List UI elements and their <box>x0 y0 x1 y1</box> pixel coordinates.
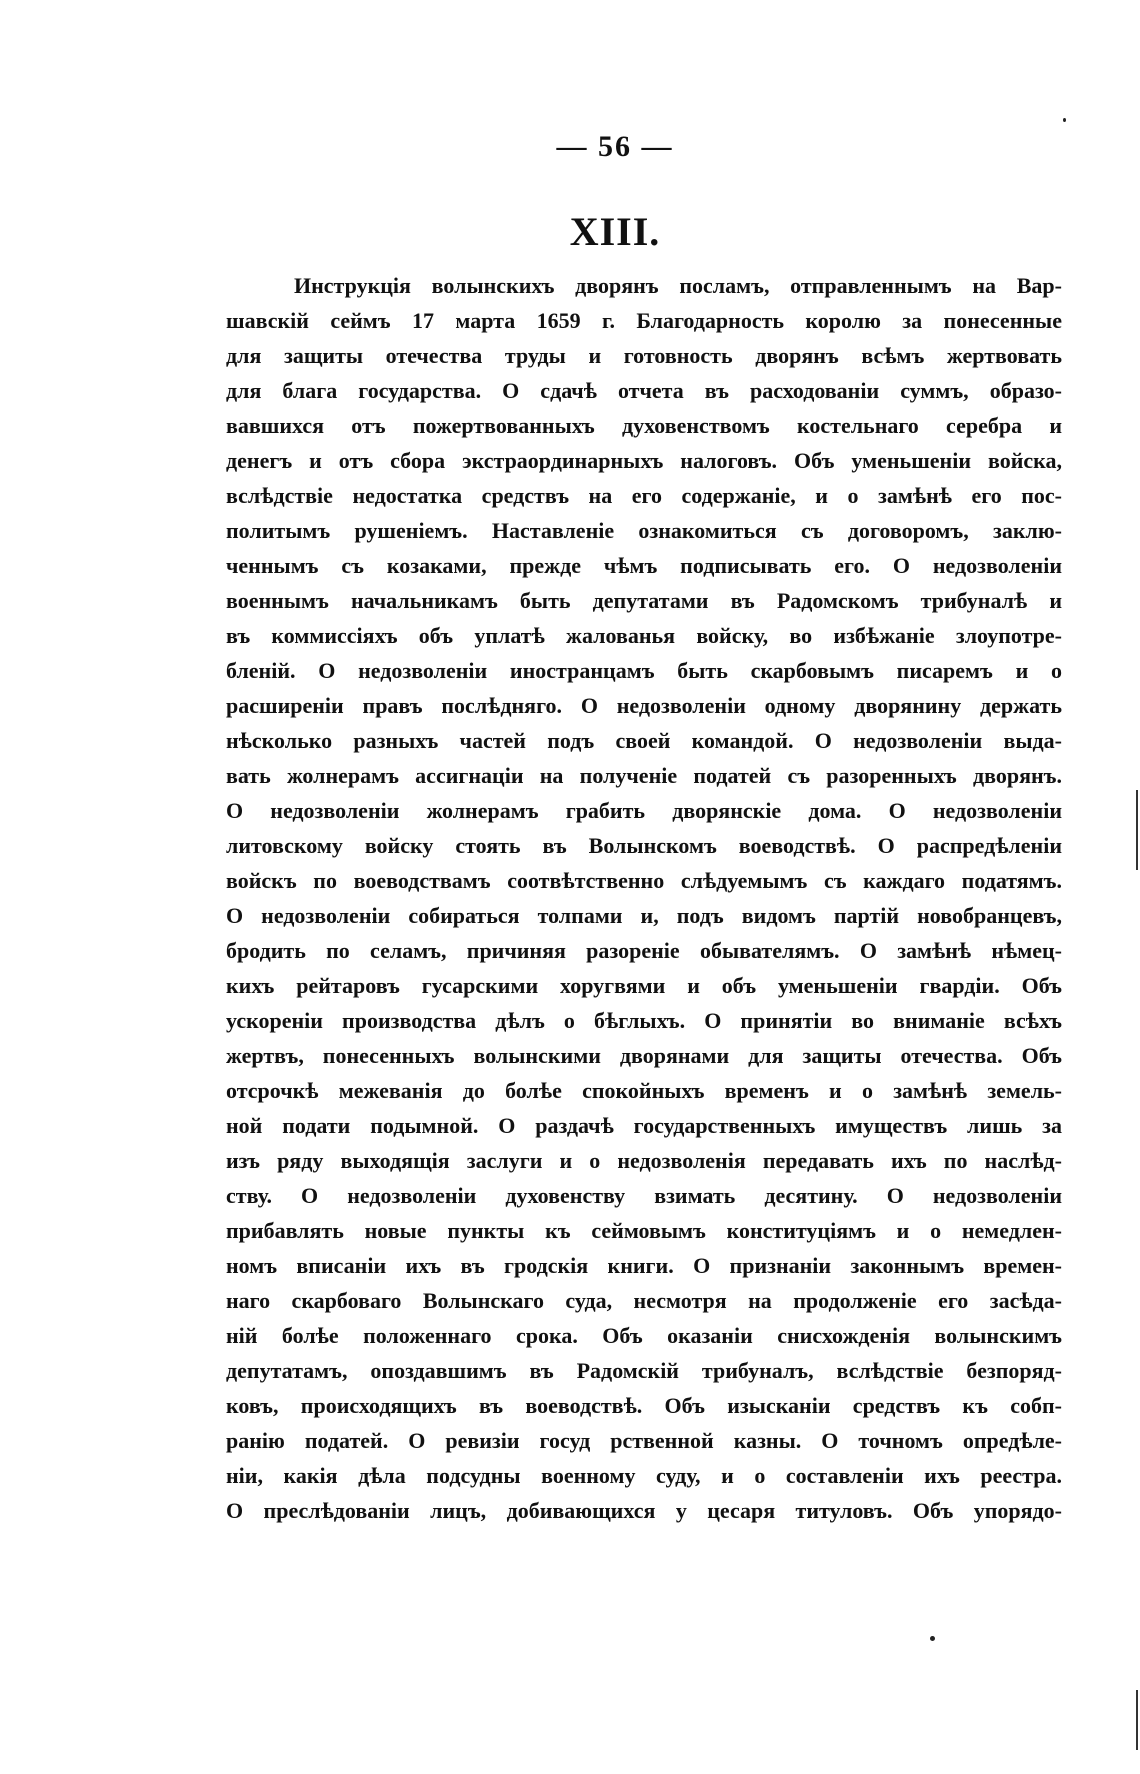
text-line: въ коммиссіяхъ объ уплатѣ жалованья войску, во избѣжаніе злоупотре- <box>226 623 1062 648</box>
text-line: ковъ, происходящихъ въ воеводствѣ. Объ изысканіи средствъ къ собп- <box>226 1393 1062 1418</box>
text-line: денегъ и отъ сбора экстраординарныхъ налоговъ. Объ уменьшеніи войска, <box>226 448 1062 473</box>
text-line: вслѣдствіе недостатка средствъ на его содержаніе, и о замѣнѣ его пос- <box>226 483 1062 508</box>
text-line: О недозволеніи жолнерамъ грабить дворянскіе дома. О недозволеніи <box>226 798 1062 823</box>
text-line: войскъ по воеводствамъ соотвѣтственно слѣдуемымъ съ каждаго податямъ. <box>226 868 1062 893</box>
text-line: ніи, какія дѣла подсудны военному суду, и о составленіи ихъ реестра. <box>226 1463 1062 1488</box>
text-line: отсрочкѣ межеванія до болѣе спокойныхъ временъ и о замѣнѣ земель- <box>226 1078 1062 1103</box>
text-line: ной подати подымной. О раздачѣ государственныхъ имуществъ лишь за <box>226 1113 1062 1138</box>
text-line: изъ ряду выходящія заслуги и о недозволенія передавать ихъ по наслѣд- <box>226 1148 1062 1173</box>
text-line: наго скарбоваго Волынскаго суда, несмотря на продолженіе его засѣда- <box>226 1288 1062 1313</box>
scan-edge-mark <box>1136 790 1138 870</box>
text-line: ченнымъ съ козаками, прежде чѣмъ подписывать его. О недозволеніи <box>226 553 1062 578</box>
text-line: военнымъ начальникамъ быть депутатами въ Радомскомъ трибуналѣ и <box>226 588 1062 613</box>
text-line: Инструкція волынскихъ дворянъ посламъ, отправленнымъ на Вар- <box>294 273 1062 298</box>
text-line: номъ вписаніи ихъ въ гродскія книги. О признаніи законнымъ времен- <box>226 1253 1062 1278</box>
text-line: политымъ рушеніемъ. Наставленіе ознакомиться съ договоромъ, заклю- <box>226 518 1062 543</box>
text-line: для блага государства. О сдачѣ отчета въ расходованіи суммъ, образо- <box>226 378 1062 403</box>
text-line: вать жолнерамъ ассигнаціи на полученіе податей съ разоренныхъ дворянъ. <box>226 763 1062 788</box>
text-line: ранію податей. О ревизіи госуд рственной казны. О точномъ опредѣле- <box>226 1428 1062 1453</box>
text-line: депутатамъ, опоздавшимъ въ Радомскій трибуналъ, вслѣдствіе безпоряд- <box>226 1358 1062 1383</box>
scan-speck <box>1063 118 1066 122</box>
section-heading: XIII. <box>569 209 661 254</box>
text-line: бродить по селамъ, причиняя разореніе обывателямъ. О замѣнѣ нѣмец- <box>226 938 1062 963</box>
text-line: для защиты отечества труды и готовность дворянъ всѣмъ жертвовать <box>226 343 1062 368</box>
text-line: литовскому войску стоять въ Волынскомъ воеводствѣ. О распредѣленіи <box>226 833 1062 858</box>
text-line: О преслѣдованіи лицъ, добивающихся у цесаря титуловъ. Объ упорядо- <box>226 1498 1062 1523</box>
text-line: О недозволеніи собираться толпами и, подъ видомъ партій новобранцевъ, <box>226 903 1062 928</box>
scan-speck <box>930 1636 935 1641</box>
text-line: шавскій сеймъ 17 марта 1659 г. Благодарность королю за понесенные <box>226 308 1062 333</box>
text-line: кихъ рейтаровъ гусарскими хоругвями и объ уменьшеніи гвардіи. Объ <box>226 973 1062 998</box>
scan-edge-mark <box>1136 1690 1138 1750</box>
page-number: — 56 — <box>556 130 674 163</box>
text-line: расширеніи правъ послѣдняго. О недозволеніи одному дворянину держать <box>226 693 1062 718</box>
text-line: ускореніи производства дѣлъ о бѣглыхъ. О принятіи во вниманіе всѣхъ <box>226 1008 1062 1033</box>
text-line: нѣсколько разныхъ частей подъ своей командой. О недозволеніи выда- <box>226 728 1062 753</box>
text-line: вавшихся отъ пожертвованныхъ духовенствомъ костельнаго серебра и <box>226 413 1062 438</box>
body-paragraph <box>226 268 1062 1528</box>
text-line: ній болѣе положеннаго срока. Объ оказаніи снисхожденія волынскимъ <box>226 1323 1062 1348</box>
text-line: прибавлять новые пункты къ сеймовымъ конституціямъ и о немедлен- <box>226 1218 1062 1243</box>
text-line: жертвъ, понесенныхъ волынскими дворянами для защиты отечества. Объ <box>226 1043 1062 1068</box>
text-line: ству. О недозволеніи духовенству взимать десятину. О недозволеніи <box>226 1183 1062 1208</box>
text-line: бленій. О недозволеніи иностранцамъ быть скарбовымъ писаремъ и о <box>226 658 1062 683</box>
